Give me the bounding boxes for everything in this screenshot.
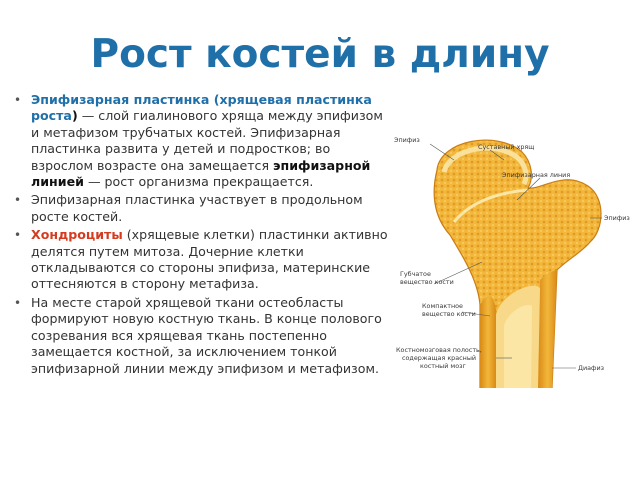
page-title: Рост костей в длину — [90, 32, 550, 77]
label-marrow-1: Костномозговая полость, — [396, 346, 482, 354]
label-epiphysis-right: Эпифиз — [604, 214, 630, 222]
label-compact-1: Компактное — [422, 302, 463, 310]
label-spongy-2: вещество кости — [400, 278, 454, 286]
label-articular-cartilage: Суставный хрящ — [478, 143, 535, 151]
label-epiphysis-top: Эпифиз — [394, 136, 420, 144]
bullet-text: — рост организма прекращается. — [83, 174, 314, 190]
bullet-text: — слой гиалинового хряща между эпифизом и метафизом трубчатых костей. Эпифизарная пластинка развита у детей и подростков; во взрослом возрасте она замещается — [31, 108, 383, 173]
bullet-dot-icon: • — [14, 193, 22, 208]
bullet-item — [14, 227, 390, 293]
bullet-text: (хрящевые клетки) пластинки активно делятся путем митоза. Дочерние клетки откладываются со стороны эпифиза, материнские оттесняются в сторону метафиза. — [31, 227, 388, 292]
label-epiphyseal-line: Эпифизарная линия — [502, 171, 571, 179]
label-spongy-1: Губчатое — [400, 270, 431, 278]
bullet-text: Эпифизарная пластинка участвует в продольном росте костей. — [31, 192, 363, 224]
femur-diagram — [392, 130, 632, 388]
term-epiphyseal-plate: Эпифизарная пластинка (хрящевая пластинка роста — [31, 92, 372, 124]
label-compact-2: вещество кости — [422, 310, 476, 318]
compact-bone-right — [538, 270, 557, 388]
bullet-dot-icon: • — [14, 228, 22, 243]
bullet-item — [14, 192, 390, 225]
label-marrow-2: содержащая красный — [402, 354, 477, 362]
bullet-dot-icon: • — [14, 295, 22, 310]
bone-illustration — [392, 130, 632, 388]
label-marrow-3: костный мозг — [420, 362, 466, 370]
compact-bone-left — [480, 296, 496, 388]
term-epiphyseal-line: эпифизарной линией — [31, 157, 371, 190]
bullet-item — [14, 92, 390, 190]
bullet-item — [14, 295, 390, 377]
closing-paren: ) — [71, 108, 78, 124]
bullet-dot-icon: • — [14, 93, 22, 107]
bullet-text: На месте старой хрящевой ткани остеобласты формируют новую костную ткань. В конце полового созревания вся хрящевая ткань постепенно замещается костной, за исключением тонкой эпифизарной линии между эпифизом и метафизом. — [31, 294, 382, 376]
term-chondrocytes: Хондроциты — [31, 227, 123, 243]
label-diaphysis: Диафиз — [578, 364, 605, 372]
bullet-list — [14, 92, 390, 379]
